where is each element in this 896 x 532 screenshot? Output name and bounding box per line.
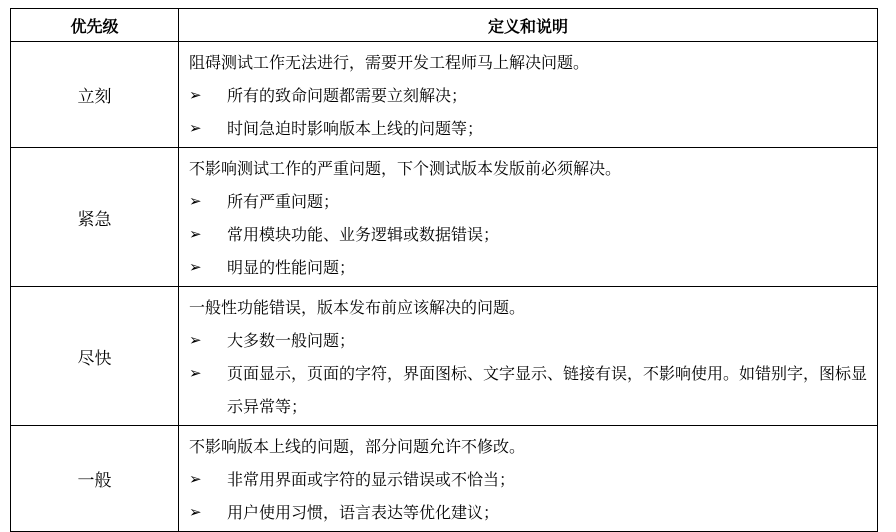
list-item — [189, 218, 869, 251]
arrow-bullet-icon: ➢ — [189, 331, 202, 349]
list-item-text: 所有严重问题； — [227, 192, 340, 211]
list-item — [189, 185, 869, 218]
list-item-text: 明显的性能问题； — [227, 258, 356, 277]
list-item-text: 非常用界面或字符的显示错误或不恰当； — [227, 470, 516, 489]
priority-level: 一般 — [11, 426, 179, 532]
list-item-text: 用户使用习惯，语言表达等优化建议； — [227, 503, 500, 522]
arrow-bullet-icon: ➢ — [189, 86, 202, 104]
list-item-text: 时间急迫时影响版本上线的问题等； — [227, 119, 484, 138]
priority-table — [10, 8, 878, 532]
priority-level: 立刻 — [11, 42, 179, 148]
arrow-bullet-icon: ➢ — [189, 503, 202, 521]
arrow-bullet-icon: ➢ — [189, 192, 202, 210]
list-item-text: 页面显示，页面的字符，界面图标、文字显示、链接有误，不影响使用。如错别字，图标显示异常等； — [227, 364, 868, 416]
summary-text: 不影响版本上线的问题，部分问题允许不修改。 — [189, 437, 526, 456]
header-definition: 定义和说明 — [179, 9, 878, 42]
arrow-bullet-icon: ➢ — [189, 470, 202, 488]
header-row — [11, 9, 878, 42]
list-item — [189, 463, 869, 496]
summary-text: 一般性功能错误，版本发布前应该解决的问题。 — [189, 298, 526, 317]
priority-description — [179, 148, 878, 287]
arrow-bullet-icon: ➢ — [189, 119, 202, 137]
summary-text: 不影响测试工作的严重问题，下个测试版本发版前必须解决。 — [189, 159, 622, 178]
arrow-bullet-icon: ➢ — [189, 225, 202, 243]
summary-text: 阻碍测试工作无法进行，需要开发工程师马上解决问题。 — [189, 53, 590, 72]
header-priority: 优先级 — [11, 9, 179, 42]
list-item-text: 所有的致命问题都需要立刻解决； — [227, 86, 468, 105]
list-item — [189, 112, 869, 145]
list-item — [189, 324, 869, 357]
priority-description — [179, 287, 878, 426]
list-item — [189, 357, 869, 423]
priority-description — [179, 42, 878, 148]
list-item — [189, 79, 869, 112]
list-item-text: 大多数一般问题； — [227, 331, 356, 350]
table-row — [11, 148, 878, 287]
table-row — [11, 287, 878, 426]
priority-description — [179, 426, 878, 532]
arrow-bullet-icon: ➢ — [189, 258, 202, 276]
priority-level: 紧急 — [11, 148, 179, 287]
arrow-bullet-icon: ➢ — [189, 364, 202, 382]
list-item — [189, 251, 869, 284]
priority-level: 尽快 — [11, 287, 179, 426]
table-row — [11, 42, 878, 148]
list-item — [189, 496, 869, 529]
table-row — [11, 426, 878, 532]
list-item-text: 常用模块功能、业务逻辑或数据错误； — [227, 225, 500, 244]
